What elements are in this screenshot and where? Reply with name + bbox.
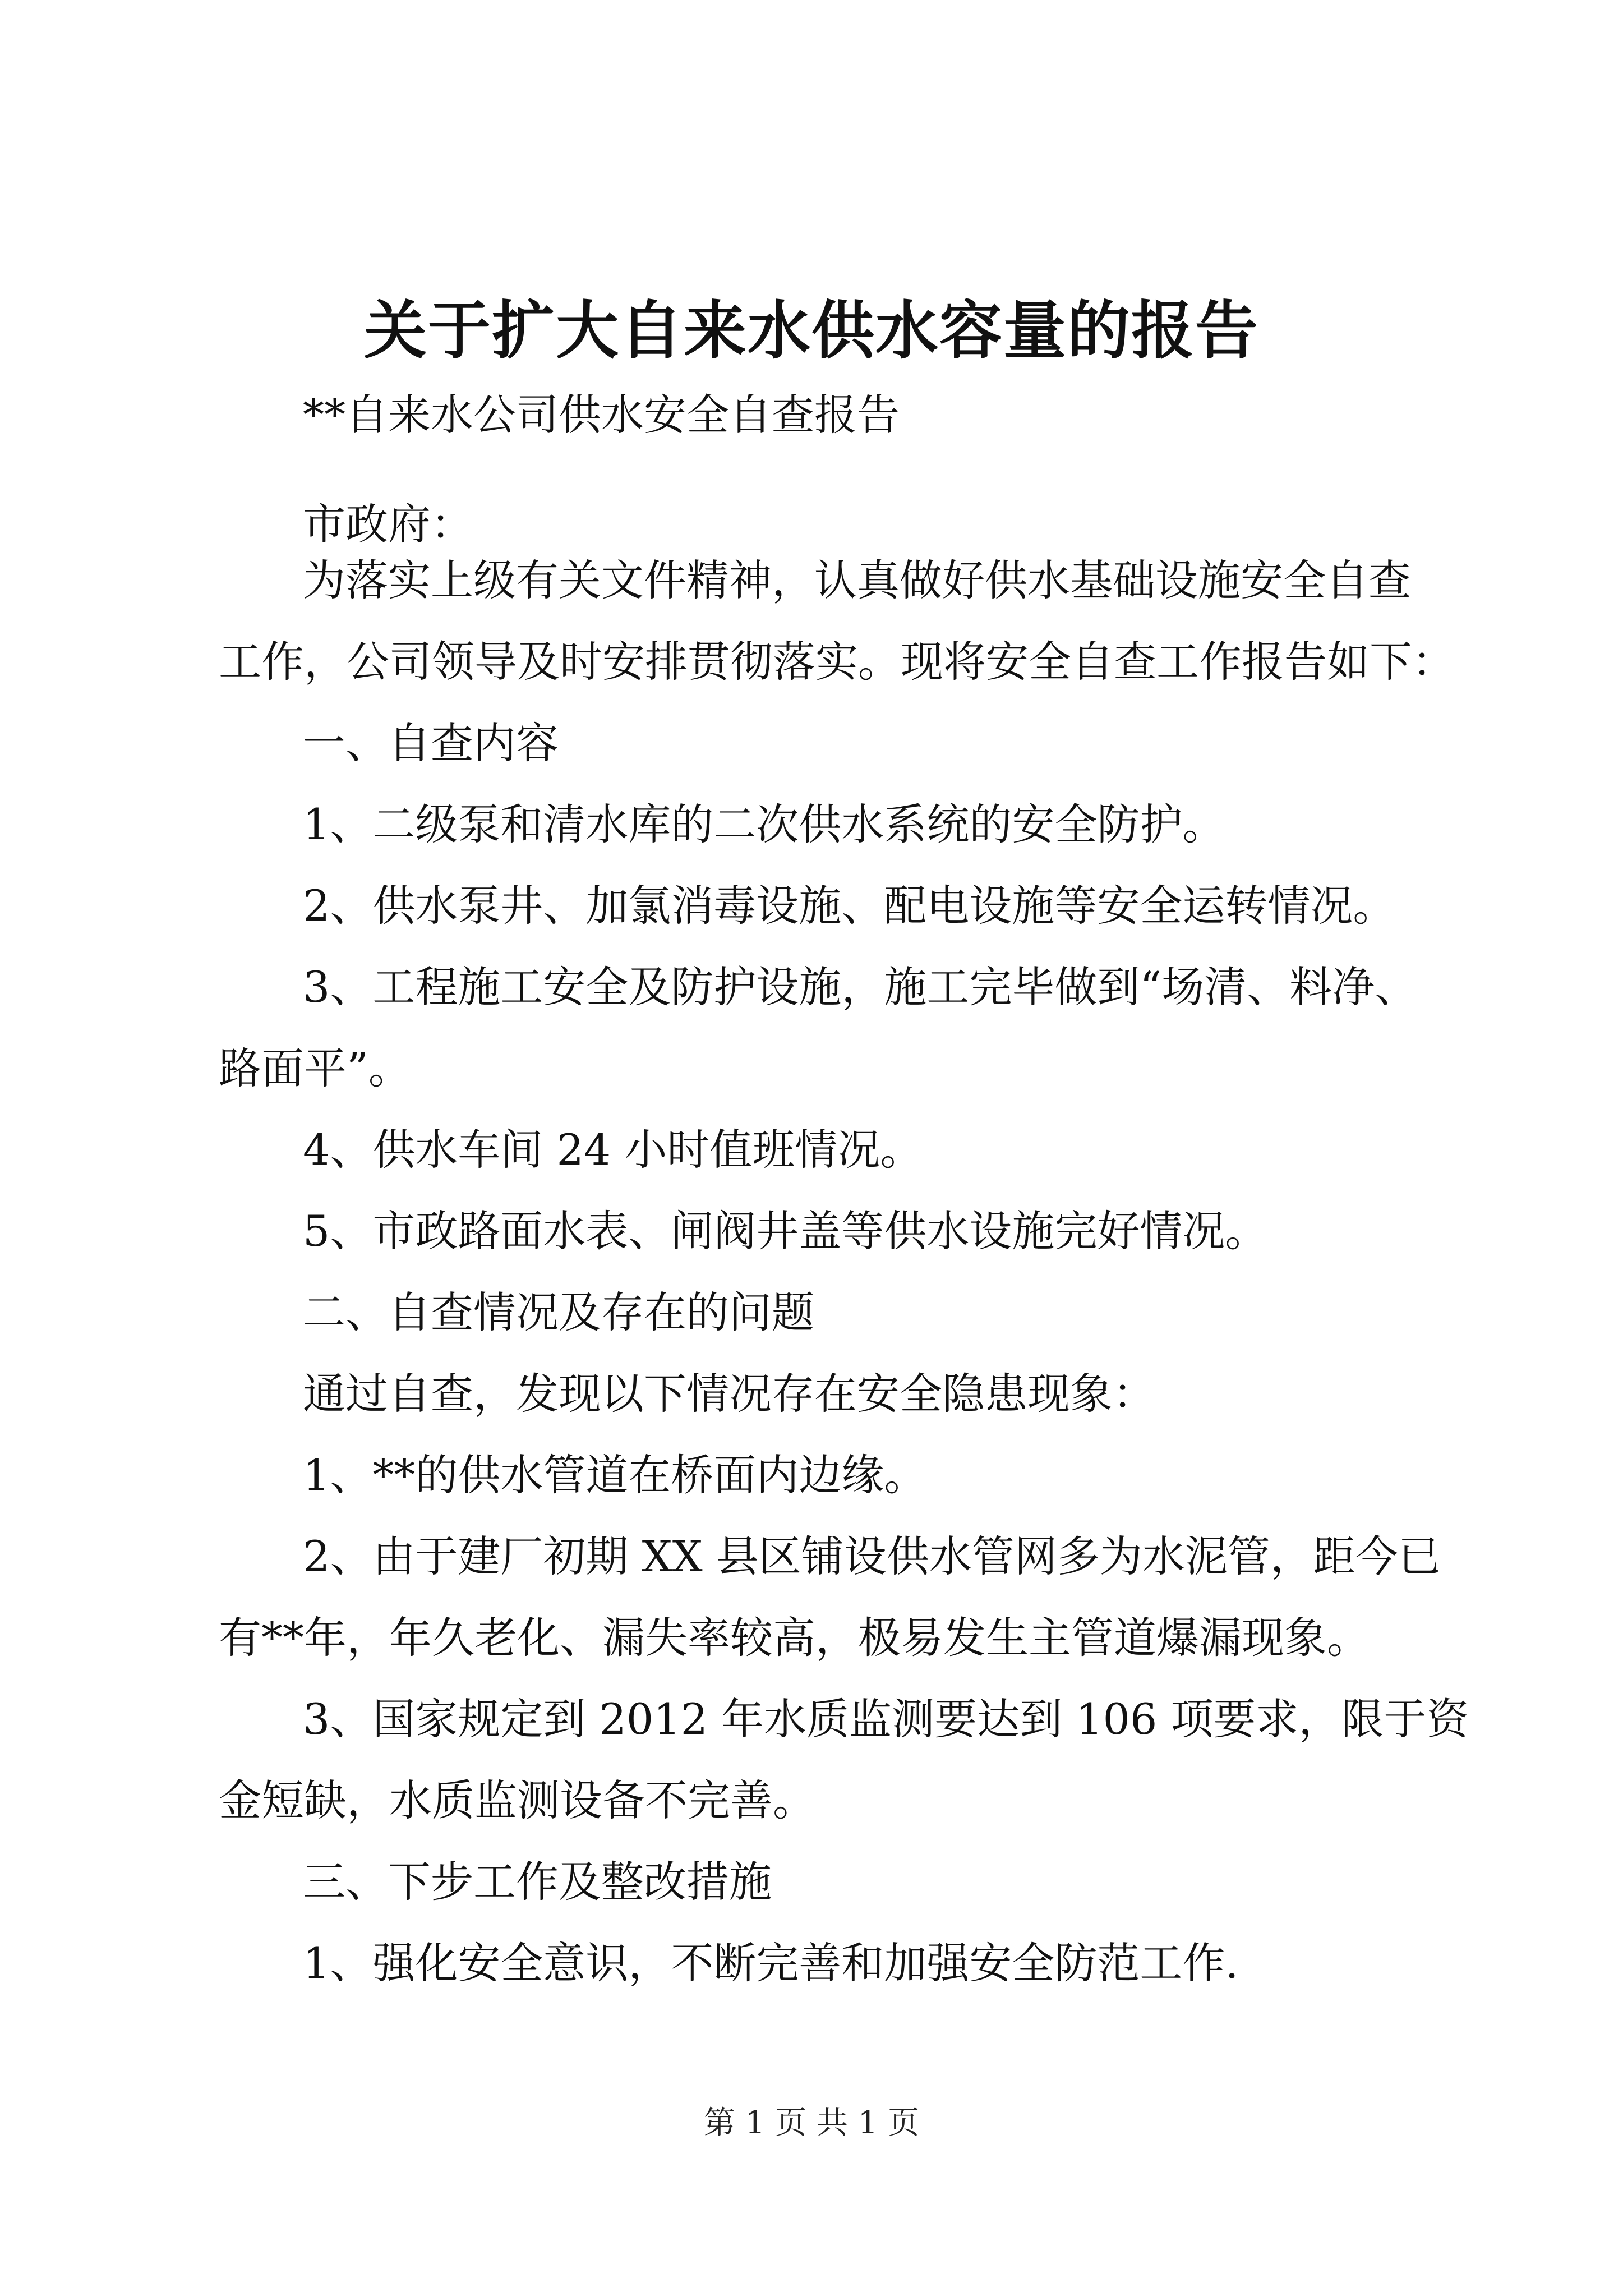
section1-item-4: 4、供水车间 24 小时值班情况。	[303, 1125, 923, 1175]
document-title: 关于扩大自来水供水容量的报告	[364, 294, 1259, 367]
section2-intro: 通过自查，发现以下情况存在安全隐患现象：	[303, 1369, 1155, 1419]
section2-item-2-line-1: 2、由于建厂初期 XX 县区铺设供水管网多为水泥管，距今已	[303, 1531, 1441, 1581]
section1-item-3-line-2: 路面平”。	[219, 1043, 411, 1093]
section1-item-2: 2、供水泵井、加氯消毒设施、配电设施等安全运转情况。	[303, 881, 1396, 931]
section3-item-1: 1、强化安全意识，不断完善和加强安全防范工作.	[303, 1938, 1239, 1988]
section2-item-3-line-2: 金短缺，水质监测设备不完善。	[219, 1775, 815, 1825]
document-subtitle: **自来水公司供水安全自查报告	[303, 390, 900, 440]
section-heading-1: 一、自查内容	[303, 718, 559, 768]
intro-paragraph-line-2: 工作，公司领导及时安排贯彻落实。现将安全自查工作报告如下：	[219, 637, 1455, 687]
intro-paragraph-line-1: 为落实上级有关文件精神，认真做好供水基础设施安全自查	[303, 555, 1411, 605]
section2-item-3-line-1: 3、国家规定到 2012 年水质监测要达到 106 项要求，限于资	[303, 1694, 1469, 1744]
section-heading-2: 二、自查情况及存在的问题	[303, 1287, 814, 1337]
section2-item-2-line-2: 有**年，年久老化、漏失率较高，极易发生主管道爆漏现象。	[219, 1613, 1370, 1663]
page-number-footer: 第 1 页 共 1 页	[703, 2105, 920, 2141]
section1-item-1: 1、二级泵和清水库的二次供水系统的安全防护。	[303, 799, 1225, 849]
section-heading-3: 三、下步工作及整改措施	[303, 1857, 772, 1907]
section1-item-3-line-1: 3、工程施工安全及防护设施，施工完毕做到“场清、料净、	[303, 962, 1418, 1012]
section2-item-1: 1、**的供水管道在桥面内边缘。	[303, 1450, 927, 1500]
salutation: 市政府：	[303, 499, 473, 549]
section1-item-5: 5、市政路面水表、闸阀井盖等供水设施完好情况。	[303, 1206, 1268, 1256]
